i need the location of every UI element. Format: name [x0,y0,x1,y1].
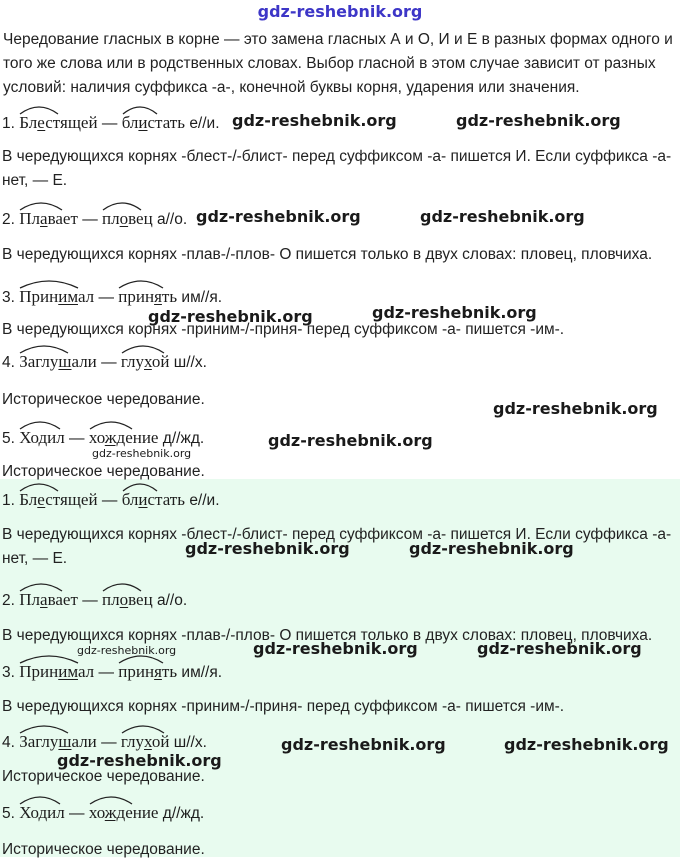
word-part: Хо [19,428,39,447]
rule-text: Историческое чередование. [2,768,205,785]
rule-text: Историческое чередование. [2,463,205,480]
word-part: стящей [45,490,98,509]
watermark: gdz-reshebnik.org [477,639,642,658]
alternating-letter: о [119,209,129,228]
example-line [2,662,222,682]
rule-text: В чередующихся корнях -приним-/-приня- перед суффиксом -а- пишется -им-. [2,321,565,338]
word-part: хо [88,803,105,822]
word-part: вает [47,590,78,609]
word-part: Пл [19,590,41,609]
example-line [2,352,207,372]
rule-text: Историческое чередование. [2,391,205,408]
word-part: ал [77,662,95,681]
watermark: gdz-reshebnik.org [148,307,313,326]
alternation-pair: им//я. [181,289,223,306]
rule-text: В чередующихся корнях -приним-/-приня- перед суффиксом -а- пишется -им-. [2,698,565,715]
word-part: ил [47,428,65,447]
watermark: gdz-reshebnik.org [268,431,433,450]
watermark: gdz-reshebnik.org [504,735,669,754]
alternating-letter: я [154,287,162,306]
watermark: gdz-reshebnik.org [196,207,361,226]
example-line [2,590,187,610]
word-part: хо [88,428,105,447]
word-part: ение [125,428,159,447]
alternation-pair: им//я. [181,664,223,681]
alternating-letter: ш [58,732,72,751]
alternating-letter: а [40,590,48,609]
word-part: вец [128,590,153,609]
example-word [19,287,94,307]
alternation-pair: а//о. [157,211,188,228]
word-part: прин [118,287,155,306]
example-word [89,428,159,448]
dash: — [101,115,118,132]
site-title[interactable]: gdz-reshebnik.org [257,2,423,21]
alternating-letter: х [144,732,152,751]
alternating-letter: и [138,113,148,132]
item-number: 3. [2,289,15,306]
item-number: 3. [2,664,15,681]
word-part: Прин [19,662,59,681]
item-number: 2. [2,211,15,228]
dash: — [101,354,117,371]
word-part: Бл [19,490,38,509]
word-part: ал [77,287,95,306]
word-part: прин [118,662,155,681]
dash: — [101,492,118,509]
word-part: ой [151,352,170,371]
word-part: глу [120,732,144,751]
example-line [2,209,187,229]
word-part: али [71,732,97,751]
alternating-letter: жд [104,428,126,447]
alternating-letter: х [144,352,152,371]
dash: — [82,592,98,609]
alternation-pair: е//и. [189,115,220,132]
example-word [118,287,177,307]
rule-text: В чередующихся корнях -блест-/-блист- перед суффиксом -а- пишется И. Если суффикса -а- нет, — Е. [2,148,672,189]
example-line [2,803,204,823]
word-part: вец [128,209,153,228]
watermark: gdz-reshebnik.org [232,111,397,130]
dash: — [69,805,85,822]
alternating-letter: ш [58,352,72,371]
alternating-letter: им [58,662,78,681]
alternation-pair: е//и. [189,492,220,509]
word-part: пл [102,209,120,228]
watermark: gdz-reshebnik.org [456,111,621,130]
alternation-pair: ш//х. [173,734,207,751]
word-part: бл [121,490,139,509]
watermark: gdz-reshebnik.org [185,539,350,558]
dash: — [82,211,98,228]
example-line [2,428,204,448]
word-part: ил [47,803,65,822]
example-word [122,113,185,133]
word-part: вает [47,209,78,228]
word-part: Заглу [19,732,59,751]
word-part: Хо [19,803,39,822]
example-word [122,490,185,510]
example-word [19,590,78,610]
example-word [102,209,153,229]
example-line [2,490,220,510]
alternating-letter: е [37,113,46,132]
alternating-letter: и [138,490,148,509]
item-number: 4. [2,734,15,751]
example-word [118,662,177,682]
example-word [19,428,64,448]
watermark: gdz-reshebnik.org [409,539,574,558]
example-line [2,732,207,752]
alternating-letter: о [119,590,129,609]
word-part: ение [125,803,159,822]
watermark: gdz-reshebnik.org [57,751,222,770]
word-part: ой [151,732,170,751]
alternating-letter: им [58,287,78,306]
alternating-letter: а [40,209,48,228]
watermark: gdz-reshebnik.org [493,399,658,418]
rule-text: В чередующихся корнях -блест-/-блист- перед суффиксом -а- пишется И. Если суффикса -а- нет, — Е. [2,526,672,567]
watermark: gdz-reshebnik.org [92,447,192,460]
item-number: 4. [2,354,15,371]
example-word [121,352,170,372]
rule-text: Историческое чередование. [2,841,205,858]
item-number: 5. [2,805,15,822]
item-number: 5. [2,430,15,447]
word-part: пл [102,590,120,609]
word-part: стящей [45,113,98,132]
dash: — [69,430,85,447]
rule-text: В чередующихся корнях -плав-/-плов- О пишется только в двух словах: пловец, пловчиха. [2,627,653,644]
word-part: али [71,352,97,371]
dash: — [101,734,117,751]
alternation-pair: ш//х. [173,354,207,371]
watermark: gdz-reshebnik.org [420,207,585,226]
alternating-letter: я [154,662,162,681]
word-part: Бл [19,113,38,132]
example-word [19,803,64,823]
alternating-letter: е [37,490,46,509]
example-word [102,590,153,610]
example-line [2,113,220,133]
word-part: ть [161,662,178,681]
word-part: Прин [19,287,59,306]
word-part: глу [120,352,144,371]
example-word [121,732,170,752]
item-number: 2. [2,592,15,609]
alternation-pair: д//жд. [162,430,205,447]
watermark: gdz-reshebnik.org [77,644,177,657]
alternation-pair: а//о. [157,592,188,609]
word-part: бл [121,113,139,132]
word-part: стать [147,490,185,509]
example-word [19,352,97,372]
example-word [19,209,78,229]
watermark: gdz-reshebnik.org [281,735,446,754]
word-part: ть [161,287,178,306]
word-part: Заглу [19,352,59,371]
example-line [2,287,222,307]
rule-text: В чередующихся корнях -плав-/-плов- О пишется только в двух словах: пловец, пловчиха. [2,246,653,263]
intro-paragraph: Чередование гласных в корне — это замена гласных А и О, И и Е в разных формах одного и того же слова или в родственных словах. Выбор гласной в этом случае зависит от разных условий: наличия суффикса -а-, конечной буквы корня, ударения или значения. [3,31,673,96]
alternating-letter: д [38,803,48,822]
alternation-pair: д//жд. [162,805,205,822]
example-word [19,113,97,133]
watermark: gdz-reshebnik.org [372,303,537,322]
example-word [19,662,94,682]
example-word [89,803,159,823]
word-part: Пл [19,209,41,228]
example-word [19,732,97,752]
dash: — [98,289,114,306]
item-number: 1. [2,115,15,132]
dash: — [98,664,114,681]
alternating-letter: д [38,428,48,447]
alternating-letter: жд [104,803,126,822]
word-part: стать [147,113,185,132]
item-number: 1. [2,492,15,509]
watermark: gdz-reshebnik.org [253,639,418,658]
example-word [19,490,97,510]
